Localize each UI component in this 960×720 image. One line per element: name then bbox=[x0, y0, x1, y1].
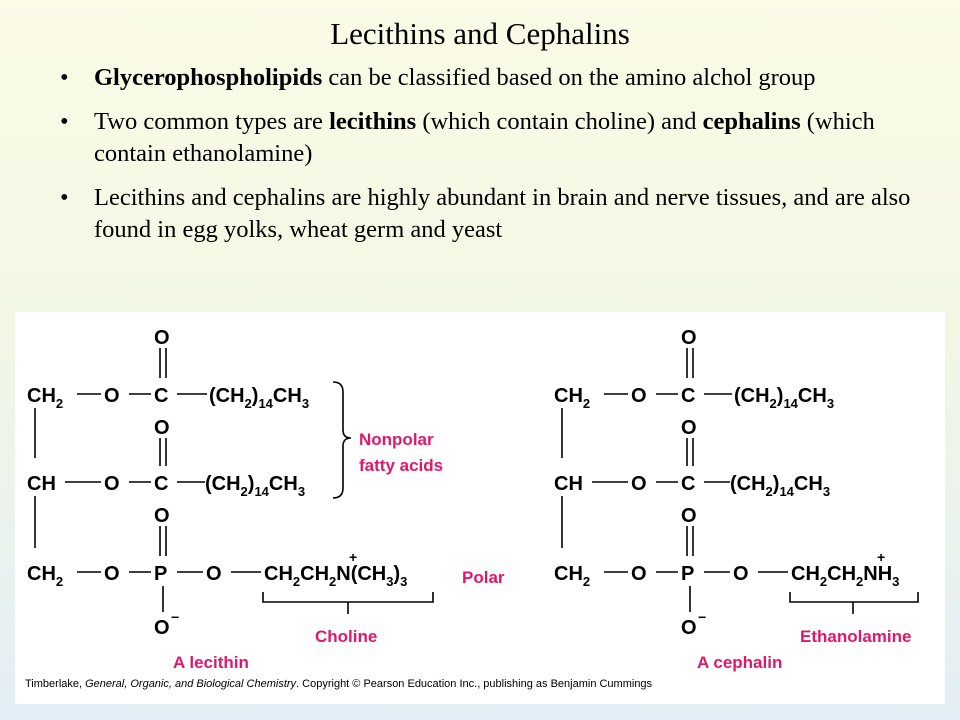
bullet-list bbox=[60, 62, 940, 258]
lecithin-structure bbox=[27, 327, 433, 639]
bullet-dot: • bbox=[60, 184, 69, 211]
bullet-text: Lecithins and cephalins are highly abundant in brain and nerve tissues, and are also found in egg yolks, wheat germ and yeast bbox=[94, 184, 911, 243]
bullet-dot: • bbox=[60, 108, 69, 135]
lecithin-label: A lecithin bbox=[173, 653, 249, 672]
svg-text:O: O bbox=[104, 385, 120, 407]
svg-text:O: O bbox=[154, 417, 170, 439]
nonpolar-label: Nonpolar bbox=[359, 430, 434, 449]
credit-text: Timberlake, bbox=[25, 678, 86, 690]
bullet-dot: • bbox=[60, 64, 69, 91]
svg-text:−: − bbox=[171, 609, 180, 625]
bullet-item bbox=[60, 106, 940, 170]
svg-text:CH2CH2NH3: $CH_2CH_2NH_3$ bbox=[791, 563, 900, 589]
bullet-text: Two common types are bbox=[94, 108, 330, 135]
cephalin-structure bbox=[554, 327, 918, 639]
choline-label: Choline bbox=[315, 627, 378, 646]
svg-text:O: O bbox=[681, 417, 697, 439]
svg-text:O: O bbox=[631, 563, 647, 585]
svg-text:+: + bbox=[349, 549, 358, 565]
svg-text:O: O bbox=[206, 563, 222, 585]
bullet-item bbox=[60, 62, 940, 94]
svg-text:CH2: $CH_2$ bbox=[27, 385, 64, 411]
bullet-item bbox=[60, 182, 940, 246]
svg-text:CH: CH bbox=[27, 473, 56, 495]
svg-text:(CH2)14CH3: $(CH_2)_{14}CH_3$ bbox=[205, 473, 306, 499]
structure-diagram bbox=[15, 312, 945, 704]
bullet-text-bold: cephalins bbox=[702, 108, 801, 135]
cephalin-label: A cephalin bbox=[697, 653, 783, 672]
svg-text:O: O bbox=[631, 473, 647, 495]
bullet-text: (which contain choline) and bbox=[416, 108, 703, 135]
svg-text:O: O bbox=[154, 617, 170, 639]
svg-text:O: O bbox=[681, 505, 697, 527]
svg-text:O: O bbox=[154, 505, 170, 527]
polar-label: Polar bbox=[462, 568, 505, 587]
bullet-text: (which contain ethanolamine) bbox=[94, 108, 875, 167]
svg-text:CH2: $CH_2$ bbox=[554, 563, 591, 589]
svg-text:P: P bbox=[154, 563, 168, 585]
svg-text:O: O bbox=[631, 385, 647, 407]
svg-text:C: C bbox=[154, 385, 169, 407]
svg-text:(CH2)14CH3: $(CH_2)_{14}CH_3$ bbox=[734, 385, 835, 411]
svg-text:−: − bbox=[698, 609, 707, 625]
svg-text:+: + bbox=[877, 549, 886, 565]
figure-credit bbox=[25, 678, 652, 690]
svg-text:CH2: $CH_2$ bbox=[554, 385, 591, 411]
svg-text:O: O bbox=[104, 563, 120, 585]
bullet-text-bold: lecithins bbox=[329, 108, 417, 135]
svg-text:CH2CH2N(CH3)3: $CH_2CH_2N(CH_3)_3$ bbox=[264, 563, 408, 589]
structure-figure bbox=[15, 312, 945, 704]
svg-text:O: O bbox=[154, 327, 170, 349]
svg-text:(CH2)14CH3: $(CH_2)_{14}CH_3$ bbox=[730, 473, 831, 499]
svg-text:O: O bbox=[733, 563, 749, 585]
svg-text:(CH2)14CH3: $(CH_2)_{14}CH_3$ bbox=[209, 385, 310, 411]
slide-title: Lecithins and Cephalins bbox=[330, 16, 630, 51]
fatty-acids-label: fatty acids bbox=[359, 456, 444, 475]
bullet-text-bold: Glycerophospholipids bbox=[94, 64, 323, 91]
svg-text:C: C bbox=[681, 385, 696, 407]
svg-text:O: O bbox=[681, 327, 697, 349]
credit-book-title: General, Organic, and Biological Chemistry bbox=[85, 678, 297, 690]
svg-text:CH2: $CH_2$ bbox=[27, 563, 64, 589]
svg-text:O: O bbox=[681, 617, 697, 639]
svg-text:C: C bbox=[681, 473, 696, 495]
ethanolamine-label: Ethanolamine bbox=[800, 627, 912, 646]
bullet-text: can be classified based on the amino alchol group bbox=[322, 64, 816, 91]
svg-text:O: O bbox=[104, 473, 120, 495]
svg-text:CH: CH bbox=[554, 473, 583, 495]
svg-text:C: C bbox=[154, 473, 169, 495]
svg-text:P: P bbox=[681, 563, 695, 585]
credit-text: . Copyright © Pearson Education Inc., publishing as Benjamin Cummings bbox=[296, 678, 653, 690]
